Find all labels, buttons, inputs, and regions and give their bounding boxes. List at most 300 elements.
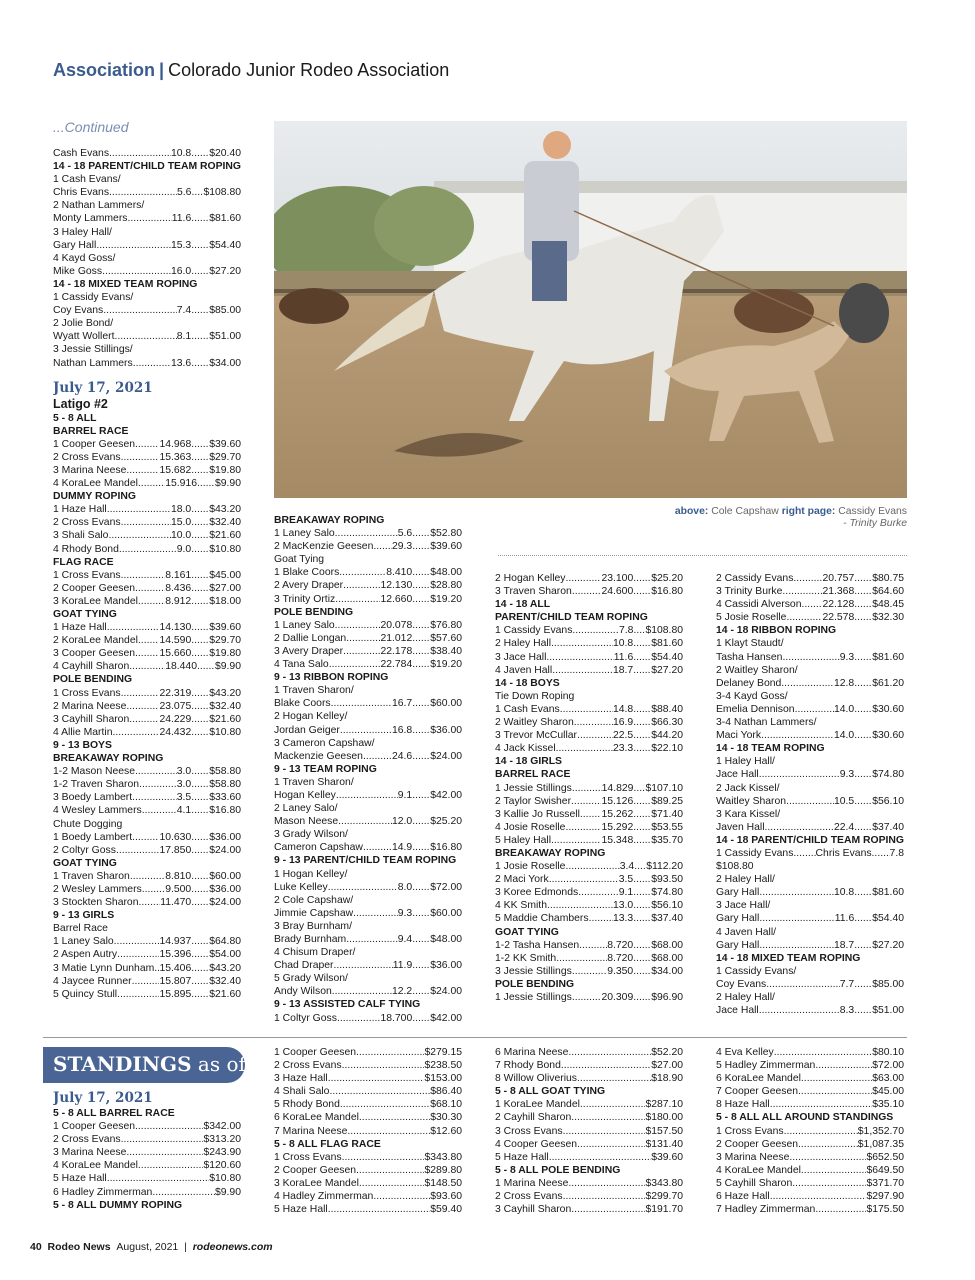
leader-dots xyxy=(128,212,172,225)
prize-amount: $32.40 xyxy=(209,700,241,712)
prize-amount: $652.50 xyxy=(866,1151,904,1163)
prize-amount: $191.70 xyxy=(645,1204,683,1216)
result-line xyxy=(274,750,462,763)
result-time: 13.6 xyxy=(170,357,192,369)
entrant-name: Maci York xyxy=(716,730,762,742)
entrant-name: 2 MacKenzie Geesen xyxy=(274,541,374,553)
result-line xyxy=(495,1203,683,1216)
entrant-name: 3 Cross Evans xyxy=(495,1125,563,1137)
entrant-name: Chad Draper xyxy=(274,960,334,972)
entrant-name: Jace Hall xyxy=(716,1005,759,1017)
leader-dots xyxy=(789,1151,866,1164)
prize-amount: $24.00 xyxy=(430,750,462,762)
entrant-name: 4 Josie Roselle xyxy=(495,821,566,833)
leader-dots xyxy=(759,768,840,781)
result-time: 14.937 xyxy=(159,936,192,948)
event-heading: POLE BENDING xyxy=(495,978,575,990)
result-time: 8.1 xyxy=(176,331,192,343)
leader-dots xyxy=(197,660,215,673)
result-line xyxy=(716,1203,904,1216)
leader-dots xyxy=(556,952,607,965)
entrant-name: 4 Cassidi Alverson xyxy=(716,599,802,611)
result-line xyxy=(274,959,462,972)
result-line xyxy=(716,978,904,991)
result-time: 12.8 xyxy=(833,677,855,689)
event-heading: 14 - 18 MIXED TEAM ROPING xyxy=(716,952,861,964)
entrant-name: 4 KoraLee Mandel xyxy=(53,478,138,490)
result-line xyxy=(53,896,241,909)
entrant-name: 2 KoraLee Mandel xyxy=(53,635,138,647)
prize-amount: $30.30 xyxy=(430,1112,462,1124)
entrant-name: 1-2 Traven Sharon xyxy=(53,779,140,791)
entrant-name: 5 Cayhill Sharon xyxy=(716,1177,793,1189)
prize-amount: $51.00 xyxy=(209,331,241,343)
prize-amount: $19.80 xyxy=(209,464,241,476)
leader-dots xyxy=(139,896,161,909)
result-line xyxy=(495,1098,683,1111)
prize-amount: $54.40 xyxy=(651,651,683,663)
leader-dots xyxy=(329,658,381,671)
result-line xyxy=(716,1098,904,1111)
leader-dots xyxy=(353,907,398,920)
entrant-name: 1 Cooper Geesen xyxy=(53,1121,136,1133)
entrant-name: 5 Haze Hall xyxy=(495,1151,549,1163)
entrant-name: 4 Shali Salo xyxy=(274,1086,330,1098)
entrant-name: 1 Haze Hall xyxy=(53,504,107,516)
page-number: 40 xyxy=(30,1241,42,1253)
entrant-name: Mason Neese xyxy=(274,816,339,828)
entrant-name: 3 Marina Neese xyxy=(53,464,127,476)
entrant-name: 2 Marina Neese xyxy=(53,700,127,712)
leader-dots xyxy=(138,634,160,647)
leader-dots xyxy=(138,1159,204,1172)
entrant-name: 4 Rhody Bond xyxy=(53,543,119,555)
prize-amount: $24.00 xyxy=(209,897,241,909)
result-time: 18.0 xyxy=(170,504,192,516)
leader-dots xyxy=(191,464,209,477)
result-line xyxy=(495,991,683,1004)
dotted-divider xyxy=(498,555,907,556)
result-line xyxy=(53,503,241,516)
entrant-name: Andy Wilson xyxy=(274,986,332,998)
magazine-name: Rodeo News xyxy=(47,1241,111,1253)
result-text: 2 Haley Hall/ xyxy=(716,992,775,1003)
event-heading: 9 - 13 GIRLS xyxy=(53,910,115,922)
leader-dots xyxy=(191,975,209,988)
prize-amount: $54.00 xyxy=(209,949,241,961)
result-time: 14.968 xyxy=(159,438,192,450)
caption-right-name: Cassidy Evans xyxy=(838,506,907,517)
entrant-name: Brady Burnham xyxy=(274,934,347,945)
leader-dots xyxy=(191,988,209,1001)
entrant-name: 5 Maddie Chambers xyxy=(495,913,589,925)
result-line xyxy=(274,985,462,998)
result-line xyxy=(53,700,241,713)
result-time: 29.3 xyxy=(391,541,413,553)
leader-dots xyxy=(572,624,619,637)
leader-dots xyxy=(332,985,392,998)
prize-amount: $27.00 xyxy=(209,582,241,594)
prize-amount: $34.00 xyxy=(209,357,241,369)
entrant-name: 2 Cross Evans xyxy=(495,1191,563,1203)
leader-dots xyxy=(139,778,177,791)
entrant-name: 4 KoraLee Mandel xyxy=(53,1160,138,1172)
leader-dots xyxy=(579,939,607,952)
prize-amount: $68.00 xyxy=(651,952,683,964)
leader-dots xyxy=(191,357,209,370)
leader-dots xyxy=(109,186,177,199)
result-time: 8.0 xyxy=(397,881,413,893)
result-text: 2 Jolie Bond/ xyxy=(53,318,114,330)
result-line xyxy=(274,841,462,854)
entrant-name: 5 Haze Hall xyxy=(274,1204,328,1216)
prize-amount: $108.80 xyxy=(203,187,241,199)
result-line xyxy=(53,438,241,451)
entrant-name: 2 Coltyr Goss xyxy=(53,844,116,856)
entrant-name: Coy Evans xyxy=(716,978,767,990)
result-time: 12.130 xyxy=(380,580,413,592)
leader-dots xyxy=(854,821,872,834)
result-time: 15.3 xyxy=(170,239,192,251)
result-line xyxy=(274,1125,462,1138)
entrant-name: 1 Cross Evans xyxy=(53,569,121,581)
result-time: 15.807 xyxy=(159,975,192,987)
leader-dots xyxy=(373,540,392,553)
website-link[interactable]: rodeonews.com xyxy=(192,1241,273,1253)
result-time: 14.0 xyxy=(833,703,855,715)
entrant-name: 4 KK Smith xyxy=(495,900,547,912)
result-line xyxy=(53,660,241,673)
result-text: 1 Traven Sharon/ xyxy=(274,685,354,697)
prize-amount: $36.00 xyxy=(430,724,462,736)
prize-amount: $52.20 xyxy=(651,1047,683,1058)
leader-dots xyxy=(572,991,602,1004)
prize-amount: $238.50 xyxy=(424,1060,462,1072)
result-text: 2 Cole Capshaw/ xyxy=(274,894,354,906)
prize-amount: $60.00 xyxy=(430,698,462,710)
prize-amount: $71.40 xyxy=(651,808,683,820)
entrant-name: Cash Evans xyxy=(53,148,110,159)
prize-amount: $42.00 xyxy=(430,1012,462,1024)
prize-amount: $29.70 xyxy=(209,635,241,647)
prize-amount: $81.60 xyxy=(651,638,683,650)
leader-dots xyxy=(138,477,165,490)
entrant-name: 3 Marina Neese xyxy=(53,1147,127,1159)
result-time: 15.126 xyxy=(601,795,634,807)
photo-credit: - Trinity Burke xyxy=(843,518,907,529)
leader-dots xyxy=(191,791,209,804)
result-line xyxy=(716,939,904,952)
result-line xyxy=(495,637,683,650)
leader-dots xyxy=(854,585,872,598)
result-text: 2 Haley Hall/ xyxy=(716,874,775,886)
result-text: 3 Grady Wilson/ xyxy=(274,829,348,841)
leader-dots xyxy=(412,632,430,645)
entrant-name: 5 Rhody Bond xyxy=(274,1099,340,1111)
result-line xyxy=(274,658,462,671)
result-text: 2 Hogan Kelley/ xyxy=(274,711,348,723)
result-time: 15.916 xyxy=(165,478,197,490)
prize-amount: $38.40 xyxy=(430,645,462,657)
result-line xyxy=(274,566,462,579)
result-line xyxy=(495,939,683,952)
leader-dots xyxy=(854,1004,872,1017)
entrant-name: 2 Dallie Longan xyxy=(274,632,347,644)
leader-dots xyxy=(571,1111,645,1124)
leader-dots xyxy=(126,464,159,477)
result-line xyxy=(716,886,904,899)
result-line xyxy=(274,881,462,894)
prize-amount: $9.90 xyxy=(214,661,241,673)
result-line xyxy=(53,516,241,529)
entrant-name: 1-2 KK Smith xyxy=(495,952,557,964)
issue-date: August, 2021 xyxy=(116,1241,179,1253)
result-time: 15.682 xyxy=(159,464,192,476)
result-line xyxy=(274,540,462,553)
result-line xyxy=(53,634,241,647)
prize-amount: $148.50 xyxy=(424,1177,462,1189)
leader-dots xyxy=(191,330,209,343)
leader-dots xyxy=(132,831,159,844)
result-text: 4 Chisum Draper/ xyxy=(274,947,356,959)
result-time: 7.7 xyxy=(839,978,855,990)
leader-dots xyxy=(815,1203,866,1216)
result-line xyxy=(716,1125,904,1138)
event-heading: 5 - 8 ALL ALL AROUND STANDINGS xyxy=(716,1112,894,1124)
leader-dots xyxy=(549,873,619,886)
result-time: 11.6 xyxy=(834,913,855,925)
result-time: 8.161 xyxy=(165,569,192,581)
entrant-name: 5 Quincy Stull xyxy=(53,988,118,1000)
leader-dots xyxy=(135,582,165,595)
result-line xyxy=(53,1172,241,1185)
result-time: 8.3 xyxy=(839,1005,855,1017)
result-line xyxy=(53,1120,241,1133)
result-line xyxy=(716,1151,904,1164)
result-line xyxy=(274,815,462,828)
event-heading: 5 - 8 ALL FLAG RACE xyxy=(274,1138,381,1150)
leader-dots xyxy=(152,1186,215,1199)
result-line xyxy=(495,1151,683,1164)
leader-dots xyxy=(338,815,392,828)
result-line xyxy=(716,1072,904,1085)
result-time: 11.6 xyxy=(613,651,634,663)
entrant-name: 2 Aspen Autry xyxy=(53,949,118,961)
prize-amount: $16.80 xyxy=(209,805,241,817)
prize-amount: $63.00 xyxy=(872,1073,904,1085)
leader-dots xyxy=(565,821,601,834)
result-time: 23.3 xyxy=(612,743,634,755)
leader-dots xyxy=(135,1120,203,1133)
entrant-name: 6 Hadley Zimmerman xyxy=(53,1186,153,1198)
result-line xyxy=(495,795,683,808)
result-time: 15.895 xyxy=(159,988,192,1000)
leader-dots xyxy=(343,645,380,658)
result-line xyxy=(274,933,462,946)
result-time: 22.128 xyxy=(822,599,855,611)
prize-amount: $39.60 xyxy=(209,438,241,450)
standings-column-3 xyxy=(495,1046,683,1216)
prize-amount: $1,087.35 xyxy=(857,1138,904,1150)
leader-dots xyxy=(328,1072,425,1085)
result-line xyxy=(274,1012,462,1025)
result-time: 10.630 xyxy=(159,831,192,843)
leader-dots xyxy=(571,1203,645,1216)
prize-amount: $37.40 xyxy=(651,913,683,925)
prize-amount: $43.20 xyxy=(209,962,241,974)
prize-amount: $180.00 xyxy=(645,1112,683,1124)
leader-dots xyxy=(335,593,380,606)
prize-amount: $19.80 xyxy=(209,648,241,660)
leader-dots xyxy=(191,212,209,225)
section-label: Association xyxy=(53,60,156,80)
prize-amount: $89.25 xyxy=(651,795,683,807)
leader-dots xyxy=(191,647,209,660)
result-line xyxy=(716,703,904,716)
leader-dots xyxy=(197,477,215,490)
leader-dots xyxy=(795,703,834,716)
result-line xyxy=(53,147,241,160)
leader-dots xyxy=(786,795,834,808)
leader-dots xyxy=(343,579,380,592)
event-heading: 14 - 18 GIRLS xyxy=(495,756,562,768)
result-line xyxy=(495,834,683,847)
leader-dots xyxy=(633,651,651,664)
leader-dots xyxy=(121,516,171,529)
result-line xyxy=(495,742,683,755)
prize-amount: $86.40 xyxy=(430,1086,462,1098)
entrant-name: 1 Josie Roselle xyxy=(495,861,566,873)
entrant-name: 1 Cross Evans xyxy=(716,1125,784,1137)
result-text: Barrel Race xyxy=(53,923,108,935)
standings-banner xyxy=(43,1047,245,1083)
result-time: 22.178 xyxy=(380,645,413,657)
leader-dots xyxy=(191,870,209,883)
result-time: 9.500 xyxy=(165,883,192,895)
leader-dots xyxy=(761,729,834,742)
result-time: 16.0 xyxy=(170,265,192,277)
result-time: 14.590 xyxy=(159,635,192,647)
event-heading: 14 - 18 PARENT/CHILD TEAM ROPING xyxy=(53,161,241,173)
leader-dots xyxy=(191,804,209,817)
entrant-name: 2 Cross Evans xyxy=(53,517,121,529)
prize-amount: $36.00 xyxy=(209,831,241,843)
result-time: 15.292 xyxy=(601,821,634,833)
entrant-name: 6 Haze Hall xyxy=(716,1191,770,1203)
event-heading: 14 - 18 MIXED TEAM ROPING xyxy=(53,278,198,290)
result-time: 20.078 xyxy=(380,619,413,631)
result-line xyxy=(495,808,683,821)
prize-amount: $48.45 xyxy=(872,599,904,611)
prize-amount: $25.20 xyxy=(430,816,462,828)
leader-dots xyxy=(191,186,203,199)
event-heading: 14 - 18 TEAM ROPING xyxy=(716,743,825,755)
leader-dots xyxy=(191,438,209,451)
leader-dots xyxy=(633,991,651,1004)
entrant-name: 2 Cross Evans xyxy=(53,451,121,463)
result-line xyxy=(53,726,241,739)
standings-title: STANDINGS xyxy=(53,1052,192,1076)
result-line xyxy=(495,952,683,965)
prize-amount: $68.00 xyxy=(651,939,683,951)
result-time: 24.600 xyxy=(601,586,634,598)
leader-dots xyxy=(577,729,613,742)
result-line xyxy=(53,883,241,896)
leader-dots xyxy=(633,795,651,808)
result-time: 24.229 xyxy=(159,713,192,725)
entrant-name: Waitley Sharon xyxy=(716,795,787,807)
caption-above-name: Cole Capshaw xyxy=(711,506,779,517)
result-text: 2 Laney Salo/ xyxy=(274,803,338,815)
result-line xyxy=(495,664,683,677)
entrant-name: 2 Cooper Geesen xyxy=(716,1138,799,1150)
prize-amount: $342.00 xyxy=(203,1121,241,1133)
leader-dots xyxy=(792,1177,866,1190)
result-time: 14.9 xyxy=(391,842,413,854)
result-line xyxy=(274,1085,462,1098)
result-line xyxy=(274,1190,462,1203)
entrant-name: 6 KoraLee Mandel xyxy=(716,1073,801,1085)
leader-dots xyxy=(633,886,651,899)
entrant-name: Blake Coors xyxy=(274,698,331,710)
result-time: 4.1 xyxy=(176,805,192,817)
result-time: 8.912 xyxy=(165,595,192,607)
entrant-name: 4 Cooper Geesen xyxy=(495,1138,578,1150)
result-line xyxy=(495,624,683,637)
leader-dots xyxy=(412,985,430,998)
entrant-name: 2 Cooper Geesen xyxy=(53,582,136,594)
result-line xyxy=(53,1159,241,1172)
entrant-name: 2 Haley Hall xyxy=(495,638,552,650)
entrant-name: Gary Hall xyxy=(716,887,760,899)
result-time: 18.700 xyxy=(380,1012,413,1024)
result-time: 15.406 xyxy=(159,962,192,974)
result-line xyxy=(716,651,904,664)
result-time: 15.396 xyxy=(159,949,192,961)
prize-amount: $1,352.70 xyxy=(857,1125,904,1137)
event-heading: 9 - 13 TEAM ROPING xyxy=(274,763,377,775)
result-line xyxy=(716,611,904,624)
prize-amount: $153.00 xyxy=(424,1073,462,1085)
entrant-name: 1 Boedy Lambert xyxy=(53,831,133,843)
result-time: 5.6 xyxy=(176,187,192,199)
result-time: 3.0 xyxy=(176,779,192,791)
result-line xyxy=(274,1164,462,1177)
prize-amount: $9.90 xyxy=(214,1186,241,1198)
result-line xyxy=(495,1111,683,1124)
leader-dots xyxy=(781,677,834,690)
result-text: Goat Tying xyxy=(274,554,325,566)
entrant-name: Wyatt Wollert xyxy=(53,331,115,343)
result-time: 10.8 xyxy=(170,148,192,159)
result-line xyxy=(716,1164,904,1177)
leader-dots xyxy=(412,697,430,710)
result-time: 9.4 xyxy=(397,934,413,945)
result-text: 1 Hogan Kelley/ xyxy=(274,868,348,880)
result-line xyxy=(274,579,462,592)
prize-amount: $39.60 xyxy=(430,541,462,553)
leader-dots xyxy=(191,239,209,252)
entrant-name: 3 Trevor McCullar xyxy=(495,730,577,742)
result-time: 9.3 xyxy=(839,769,855,781)
result-time: 15.348 xyxy=(601,834,634,846)
result-line xyxy=(716,677,904,690)
leader-dots xyxy=(633,821,651,834)
leader-dots xyxy=(412,724,430,737)
leader-dots xyxy=(191,634,209,647)
leader-dots xyxy=(552,664,613,677)
result-text: 1 Cash Evans/ xyxy=(53,174,121,186)
